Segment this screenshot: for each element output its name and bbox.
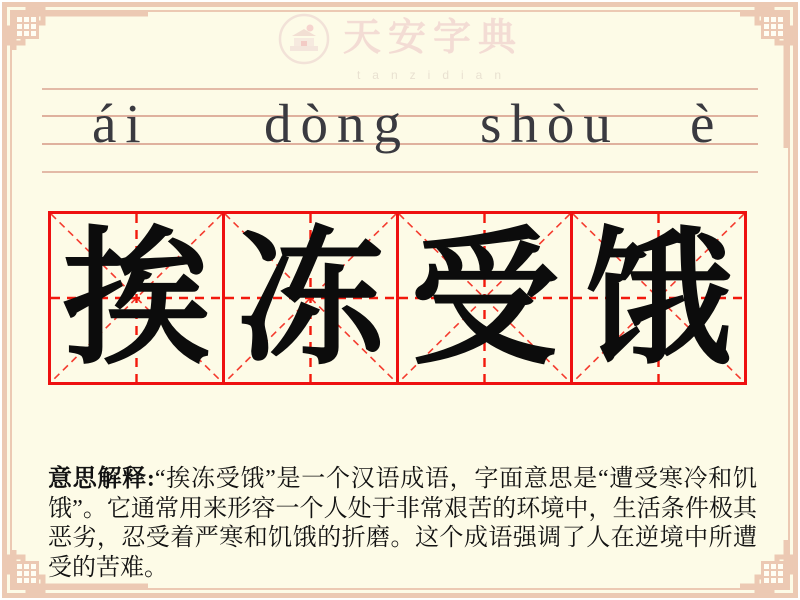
definition-label: 意思解释:	[48, 466, 155, 492]
brand-title: 天安字典	[342, 17, 523, 60]
character-box	[396, 211, 573, 385]
idiom-character: 饿	[584, 211, 733, 385]
pinyin-syllable: shòu	[480, 93, 620, 154]
pinyin-syllable: è	[690, 93, 724, 154]
idiom-character: 受	[410, 211, 559, 385]
pinyin-syllable: dòng	[264, 93, 410, 154]
pinyin-syllable: ái	[92, 93, 150, 154]
character-box	[570, 211, 747, 385]
character-grid-row	[48, 211, 747, 385]
brand-subtitle: tanzidian	[356, 68, 514, 82]
pinyin-four-line-grid	[42, 0, 758, 200]
pinyin-guide-line	[42, 88, 758, 90]
definition-text: “挨冻受饿”是一个汉语成语，字面意思是“遭受寒冷和饥饿”。它通常用来形容一个人处于非常艰苦的环境中，生活条件极其恶劣，忍受着严寒和饥饿的折磨。这个成语强调了人在逆境中所遭受的苦难。	[48, 466, 757, 581]
pinyin-guide-line	[42, 171, 758, 173]
idiom-character: 挨	[62, 211, 211, 385]
idiom-character: 冻	[236, 211, 385, 385]
definition-paragraph	[48, 465, 757, 583]
character-box	[48, 211, 225, 385]
character-box	[222, 211, 399, 385]
